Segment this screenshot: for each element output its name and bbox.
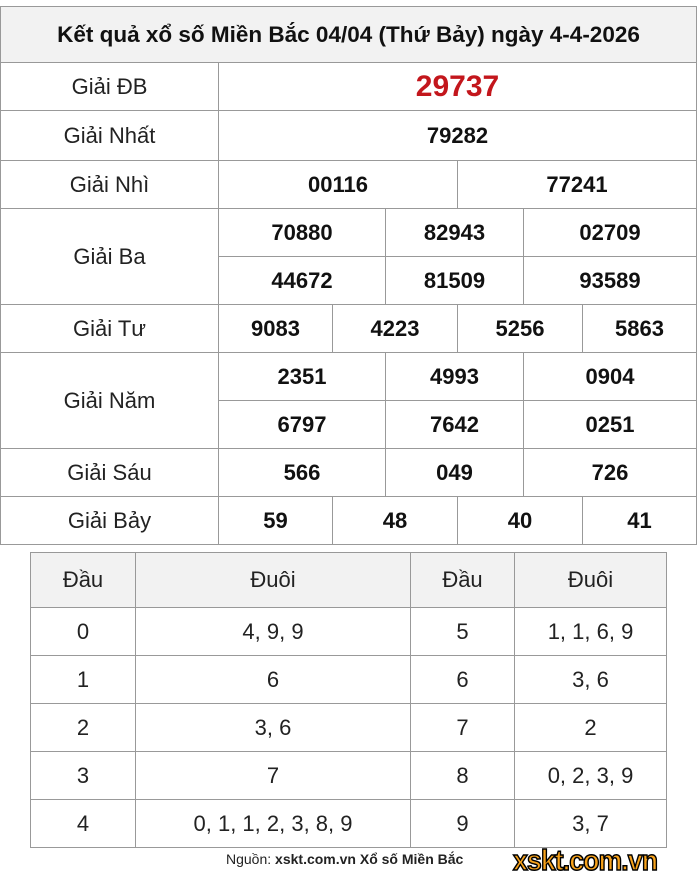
duoi-cell: 0, 1, 1, 2, 3, 8, 9: [136, 800, 411, 848]
duoi-cell: 2: [515, 704, 667, 752]
loto-row: [31, 608, 667, 656]
page-title: Kết quả xổ số Miền Bắc 04/04 (Thứ Bảy) ngày 4-4-2026: [1, 7, 697, 63]
dau-cell: 8: [411, 752, 515, 800]
dau-cell: 2: [31, 704, 136, 752]
prize-number: 79282: [219, 111, 697, 161]
prize-number: 00116: [219, 161, 458, 209]
row-db: [1, 63, 697, 111]
loto-row: [31, 752, 667, 800]
row-nhat: [1, 111, 697, 161]
dau-cell: 1: [31, 656, 136, 704]
dau-cell: 5: [411, 608, 515, 656]
row-nhi: [1, 161, 697, 209]
duoi-cell: 4, 9, 9: [136, 608, 411, 656]
prize-label: Giải ĐB: [1, 63, 219, 111]
prize-number: 77241: [458, 161, 697, 209]
prize-number: 6797: [219, 401, 386, 449]
prize-label: Giải Năm: [1, 353, 219, 449]
prize-number: 44672: [219, 257, 386, 305]
loto-row: [31, 704, 667, 752]
prize-number: 02709: [524, 209, 697, 257]
special-prize-number: 29737: [219, 63, 697, 111]
prize-number: 566: [219, 449, 386, 497]
prize-number: 4223: [333, 305, 458, 353]
prize-number: 70880: [219, 209, 386, 257]
dau-cell: 4: [31, 800, 136, 848]
loto-row: [31, 656, 667, 704]
loto-header: [31, 553, 667, 608]
loto-table: [30, 552, 667, 848]
header-duoi: Đuôi: [515, 553, 667, 608]
prize-number: 5256: [458, 305, 583, 353]
dau-cell: 3: [31, 752, 136, 800]
results-table: [0, 6, 697, 545]
prize-number: 7642: [386, 401, 524, 449]
prize-label: Giải Nhất: [1, 111, 219, 161]
source-note: [226, 851, 463, 867]
header-dau: Đầu: [31, 553, 136, 608]
prize-number: 93589: [524, 257, 697, 305]
source-prefix: Nguồn:: [226, 851, 272, 867]
prize-number: 2351: [219, 353, 386, 401]
row-bay: [1, 497, 697, 545]
prize-number: 59: [219, 497, 333, 545]
duoi-cell: 0, 2, 3, 9: [515, 752, 667, 800]
duoi-cell: 6: [136, 656, 411, 704]
duoi-cell: 3, 6: [515, 656, 667, 704]
prize-number: 4993: [386, 353, 524, 401]
prize-number: 0251: [524, 401, 697, 449]
prize-label: Giải Bảy: [1, 497, 219, 545]
prize-number: 48: [333, 497, 458, 545]
prize-number: 0904: [524, 353, 697, 401]
source-link[interactable]: xskt.com.vn Xổ số Miền Bắc: [275, 851, 464, 867]
dau-cell: 0: [31, 608, 136, 656]
prize-number: 726: [524, 449, 697, 497]
dau-cell: 7: [411, 704, 515, 752]
prize-number: 9083: [219, 305, 333, 353]
prize-number: 81509: [386, 257, 524, 305]
prize-number: 5863: [583, 305, 697, 353]
prize-number: 41: [583, 497, 697, 545]
prize-label: Giải Nhì: [1, 161, 219, 209]
header-dau: Đầu: [411, 553, 515, 608]
row-nam: [1, 353, 697, 449]
dau-cell: 9: [411, 800, 515, 848]
prize-number: 049: [386, 449, 524, 497]
prize-number: 82943: [386, 209, 524, 257]
prize-label: Giải Sáu: [1, 449, 219, 497]
row-tu: [1, 305, 697, 353]
row-sau: [1, 449, 697, 497]
xskt-logo[interactable]: xskt.com.vn: [513, 845, 658, 877]
prize-number: 40: [458, 497, 583, 545]
dau-cell: 6: [411, 656, 515, 704]
duoi-cell: 3, 6: [136, 704, 411, 752]
header-duoi: Đuôi: [136, 553, 411, 608]
prize-label: Giải Tư: [1, 305, 219, 353]
duoi-cell: 3, 7: [515, 800, 667, 848]
loto-row: [31, 800, 667, 848]
duoi-cell: 1, 1, 6, 9: [515, 608, 667, 656]
duoi-cell: 7: [136, 752, 411, 800]
row-ba: [1, 209, 697, 305]
prize-label: Giải Ba: [1, 209, 219, 305]
